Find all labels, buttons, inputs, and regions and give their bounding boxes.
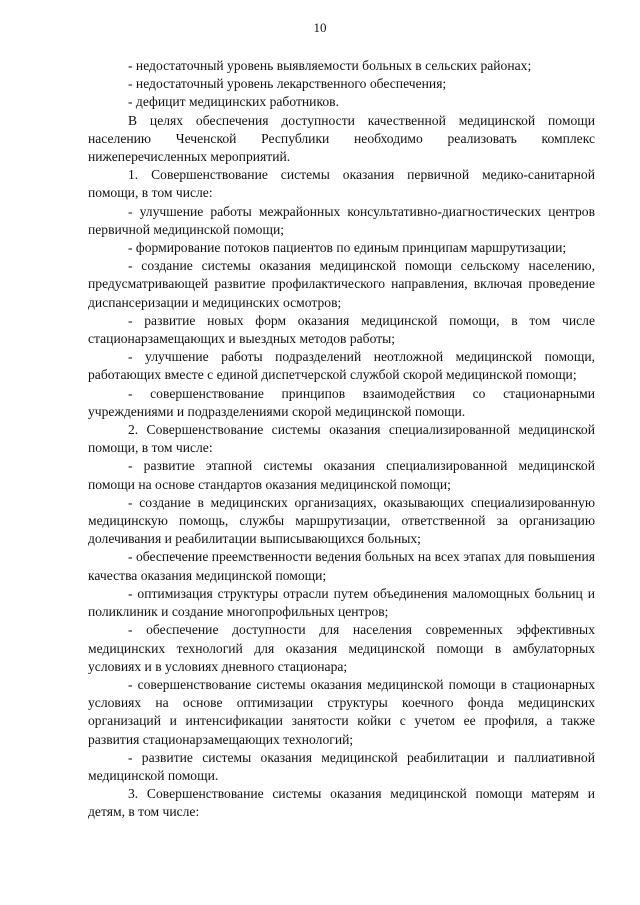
paragraph: - недостаточный уровень лекарственного обеспечения;: [128, 76, 447, 92]
paragraph: В целях обеспечения доступности качественной медицинской помощи населению Чеченской Республики необходимо реализовать комплекс нижеперечисленных мероприятий.: [88, 112, 595, 165]
section-heading: 3. Совершенствование системы оказания медицинской помощи матерям и детям, в том числе:: [88, 786, 595, 820]
section-heading: 2. Совершенствование системы оказания специализированной медицинской помощи, в том числе:: [88, 422, 595, 456]
list-item: - создание системы оказания медицинской помощи сельскому населению, предусматривающей развитие профилактического направления, включая проведение диспансеризации и медицинских осмотров;: [88, 258, 595, 310]
list-item: - улучшение работы подразделений неотложной медицинской помощи, работающих вместе с единой диспетчерской службой скорой медицинской помощи;: [88, 349, 595, 383]
list-item: - создание в медицинских организациях, оказывающих специализированную медицинскую помощь, службы маршрутизации, ответственной за организацию долечивания и реабилитации выписывающихся больных;: [88, 494, 595, 547]
list-item: - развитие этапной системы оказания специализированной медицинской помощи на основе стандартов оказания медицинской помощи;: [88, 458, 595, 492]
paragraph: - дефицит медицинских работников.: [128, 94, 339, 110]
list-item: - совершенствование принципов взаимодействия со стационарными учреждениями и подразделениями скорой медицинской помощи.: [88, 385, 595, 419]
paragraph: - недостаточный уровень выявляемости больных в сельских районах;: [128, 58, 532, 73]
list-item: - оптимизация структуры отрасли путем объединения маломощных больниц и поликлиник и создание многопрофильных центров;: [88, 585, 595, 620]
list-item: - обеспечение доступности для населения современных эффективных медицинских технологий для оказания медицинской помощи в амбулаторных условиях и в условиях дневного стационара;: [88, 622, 595, 674]
page-number: 10: [313, 20, 327, 35]
list-item: - обеспечение преемственности ведения больных на всех этапах для повышения качества оказания медицинской помощи;: [88, 549, 595, 583]
list-item: - развитие системы оказания медицинской реабилитации и паллиативной медицинской помощи.: [88, 749, 595, 783]
section-heading: 1. Совершенствование системы оказания первичной медико-санитарной помощи, в том числе:: [88, 167, 595, 201]
document-body: [88, 57, 595, 822]
list-item: - улучшение работы межрайонных консультативно-диагностических центров первичной медицинской помощи;: [88, 203, 595, 237]
list-item: - формирование потоков пациентов по единым принципам маршрутизации;: [128, 240, 567, 256]
list-item: - развитие новых форм оказания медицинской помощи, в том числе стационарзамещающих и выездных методов работы;: [88, 312, 595, 347]
list-item: - совершенствование системы оказания медицинской помощи в стационарных условиях на основе оптимизации структуры коечного фонда медицинских организаций и интенсификации занятости койки с учетом ее профиля, а также развития стационарзамещающих технологий;: [88, 676, 595, 747]
